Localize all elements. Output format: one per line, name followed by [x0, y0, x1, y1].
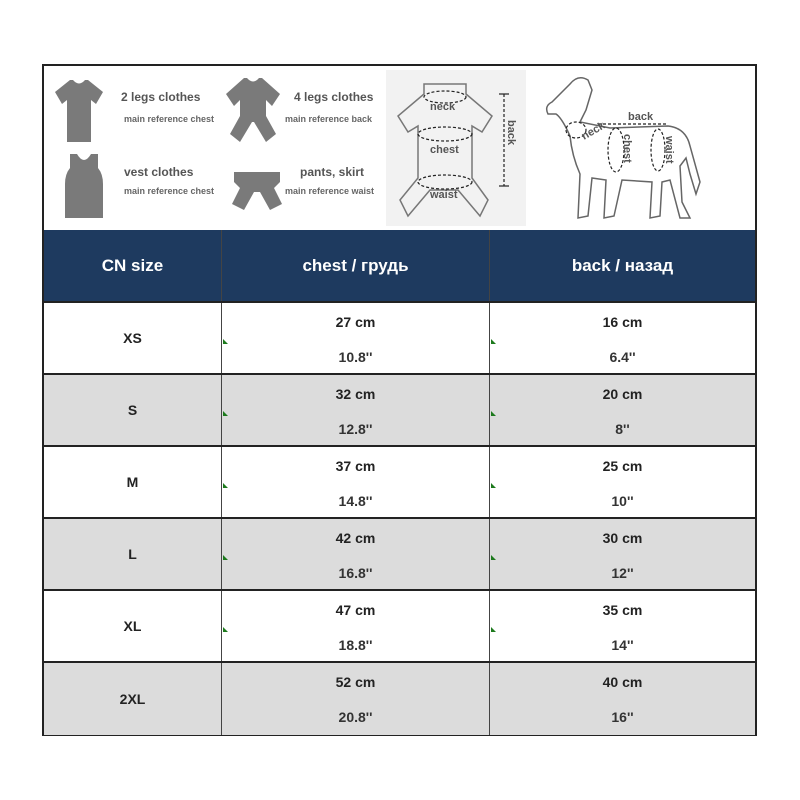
legend-subtitle: main reference chest	[124, 114, 215, 124]
dog-back-label: back	[628, 111, 654, 123]
back-inches: 16''	[611, 709, 634, 725]
back-cell	[490, 447, 755, 517]
dog-waist-label: waist	[663, 136, 675, 164]
legend-subtitle: main reference waist	[285, 186, 375, 196]
chest-cell	[222, 447, 490, 517]
header-back: back / назад	[571, 255, 674, 275]
back-cm: 40 cm	[602, 674, 643, 690]
table-header-row	[44, 230, 755, 303]
table-row	[44, 303, 755, 375]
size-cell: M	[44, 447, 222, 517]
chest-cell	[222, 591, 490, 661]
legend-title: vest clothes	[124, 165, 194, 179]
chest-inches: 14.8''	[338, 493, 373, 509]
vest-icon	[64, 152, 104, 220]
back-inches: 6.4''	[609, 349, 636, 365]
chest-inches: 18.8''	[338, 637, 373, 653]
chest-cm: 42 cm	[335, 530, 376, 546]
size-chart	[42, 64, 757, 736]
header-chest: chest / грудь	[222, 230, 490, 301]
back-cm: 25 cm	[602, 458, 643, 474]
chest-cm: 52 cm	[335, 674, 376, 690]
chest-inches: 12.8''	[338, 421, 373, 437]
size-cell: 2XL	[44, 663, 222, 735]
back-cell	[490, 303, 755, 373]
chest-cm: 47 cm	[335, 602, 376, 618]
chest-cm: 27 cm	[335, 314, 376, 330]
pants-icon	[230, 168, 284, 212]
dog-measurement-diagram	[540, 70, 710, 226]
size-guide-illustrations	[44, 66, 755, 230]
neck-label: neck	[430, 101, 456, 113]
back-inches: 8''	[615, 421, 630, 437]
table-row	[44, 591, 755, 663]
back-cm: 20 cm	[602, 386, 643, 402]
legend-title: 4 legs clothes	[294, 90, 374, 104]
size-cell: XL	[44, 591, 222, 661]
back-inches: 12''	[611, 565, 634, 581]
table-row	[44, 447, 755, 519]
back-cell	[490, 663, 755, 735]
tshirt-icon	[54, 78, 104, 144]
back-label: back	[505, 120, 517, 146]
back-cm: 30 cm	[602, 530, 643, 546]
table-row	[44, 375, 755, 447]
chest-inches: 10.8''	[338, 349, 373, 365]
back-cell	[490, 519, 755, 589]
back-cell	[490, 375, 755, 445]
dog-neck-label: neck	[579, 119, 608, 143]
four-leg-garment-icon	[224, 76, 282, 144]
legend-subtitle: main reference chest	[124, 186, 215, 196]
back-inches: 10''	[611, 493, 634, 509]
chest-inches: 16.8''	[338, 565, 373, 581]
size-cell: S	[44, 375, 222, 445]
chest-cell	[222, 303, 490, 373]
garment-measurement-diagram	[386, 70, 526, 226]
size-cell: L	[44, 519, 222, 589]
size-cell: XS	[44, 303, 222, 373]
chest-cm: 32 cm	[335, 386, 376, 402]
back-cm: 35 cm	[602, 602, 643, 618]
table-row	[44, 519, 755, 591]
chest-cell	[222, 519, 490, 589]
dog-chest-label: chest	[621, 134, 633, 163]
waist-label: waist	[430, 189, 458, 201]
chest-cm: 37 cm	[335, 458, 376, 474]
chest-cell	[222, 663, 490, 735]
back-inches: 14''	[611, 637, 634, 653]
legend-subtitle: main reference back	[285, 114, 373, 124]
back-cell	[490, 591, 755, 661]
chest-label: chest	[430, 144, 459, 156]
legend-title: pants, skirt	[300, 165, 365, 179]
back-cm: 16 cm	[602, 314, 643, 330]
header-size: CN size	[44, 230, 222, 301]
chest-cell	[222, 375, 490, 445]
chest-inches: 20.8''	[338, 709, 373, 725]
legend-title: 2 legs clothes	[121, 90, 201, 104]
table-row	[44, 663, 755, 735]
